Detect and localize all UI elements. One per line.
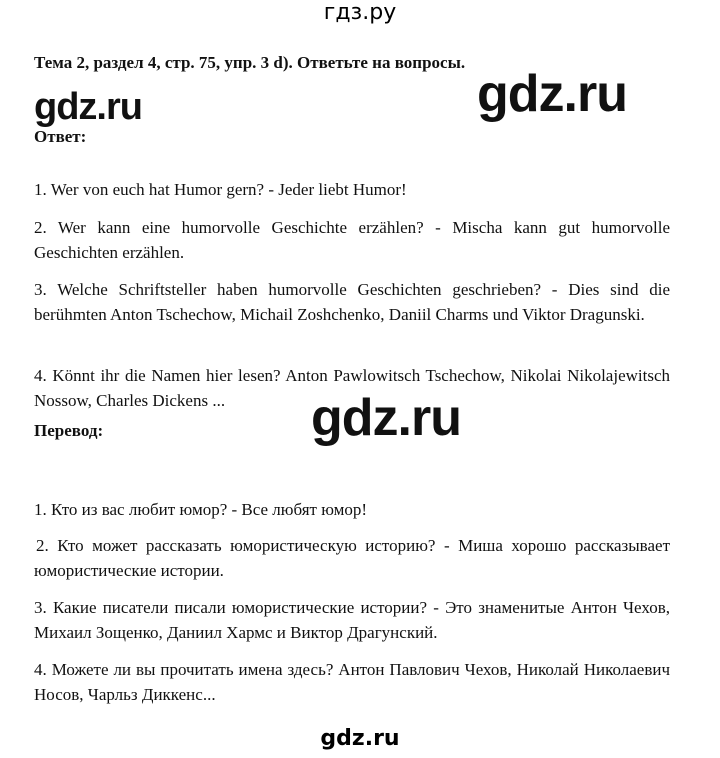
site-footer-link[interactable]: gdz.ru [320,726,400,751]
watermark-logo: gdz.ru [34,86,142,128]
answer-paragraph: 3. Welche Schriftsteller haben humorvolle Geschichten geschrieben? - Dies sind die berühmten Anton Tschechow, Michail Zoshchenko, Daniil Charms und Viktor Dragunski. [34,280,670,324]
translation-paragraph: 2. Кто может рассказать юмористическую историю? - Миша хорошо рассказывает юмористические истории. [34,536,670,580]
answer-paragraph: 1. Wer von euch hat Humor gern? - Jeder liebt Humor! [34,180,407,199]
watermark-logo: gdz.ru [477,65,627,123]
answer-paragraph: 4. Könnt ihr die Namen hier lesen? Anton Pawlowitsch Tschechow, Nikolai Nikolajewitsch Nossow, Charles Dickens ... [34,366,670,410]
site-header-link[interactable]: гдз.ру [323,0,397,25]
translation-heading: Перевод: [34,421,104,440]
watermark-logo: gdz.ru [311,389,461,447]
translation-paragraph: 4. Можете ли вы прочитать имена здесь? Антон Павлович Чехов, Николай Николаевич Носов, Чарльз Диккенс... [34,660,670,704]
translation-paragraph: 1. Кто из вас любит юмор? - Все любят юмор! [34,500,368,519]
answer-heading: Ответ: [34,127,87,146]
task-title: Тема 2, раздел 4, стр. 75, упр. 3 d). Ответьте на вопросы. [34,53,466,72]
translation-paragraph: 3. Какие писатели писали юмористические истории? - Это знаменитые Антон Чехов, Михаил Зощенко, Даниил Хармс и Виктор Драгунский. [34,598,670,642]
answer-paragraph: 2. Wer kann eine humorvolle Geschichte erzählen? - Mischa kann gut humorvolle Geschichten erzählen. [34,218,670,262]
